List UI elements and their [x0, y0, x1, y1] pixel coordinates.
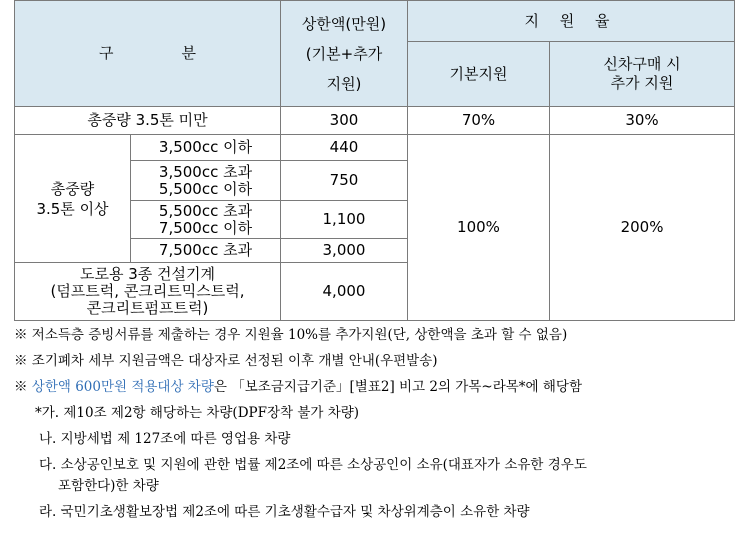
header-cap [281, 1, 408, 107]
note-cap-600-rest: 은 「보조금지급기준」[별표2] 비고 2의 가목~라목*에 해당함 [213, 379, 582, 395]
note-item-ra: 라. 국민기초생활보장법 제2조에 따른 기초생활수급자 및 차상위계층이 소유한 차량 [39, 504, 530, 520]
construction-label [15, 263, 281, 321]
over35-label [15, 135, 131, 263]
cc-line: 5,500cc 초과 [158, 201, 253, 220]
note-low-income: ※ 저소득층 증빙서류를 제출하는 경우 지원율 10%를 추가지원(단, 상한액을 초과 할 수 없음) [14, 327, 568, 343]
construction-label-line: 도로용 3종 건설기계 [79, 265, 215, 283]
over35-basic: 100% [408, 135, 550, 321]
row-under35-extra: 30% [550, 107, 735, 135]
header-category [15, 1, 281, 107]
construction-label-line: (덤프트럭, 콘크리트믹스트럭, [50, 282, 245, 300]
note-item-na: 나. 지방세법 제 127조에 따른 영업용 차량 [39, 431, 291, 447]
row-under35-label: 총중량 3.5톤 미만 [15, 107, 281, 135]
construction-cap: 4,000 [281, 263, 408, 321]
note-mark: ※ [14, 379, 32, 395]
cc-line: 5,500cc 이하 [158, 179, 253, 198]
header-extra-line: 추가 지원 [610, 74, 674, 92]
header-cap-line: 상한액(만원) [301, 14, 387, 33]
cc-line: 7,500cc 이하 [158, 218, 253, 237]
cap-cell: 750 [281, 161, 408, 201]
cap-cell: 440 [281, 135, 408, 161]
over35-extra: 200% [550, 135, 735, 321]
cap-cell: 3,000 [281, 239, 408, 263]
note-item-da: 다. 소상공인보호 및 지원에 관한 법률 제2조에 따른 소상공인이 소유(대표자가 소유한 경우도 [39, 457, 587, 473]
note-item-da-cont: 포함한다)한 차량 [58, 478, 159, 494]
note-cap-600-highlight: 상한액 600만원 적용대상 차량 [31, 379, 214, 395]
construction-label-line: 콘크리트펌프트럭) [86, 299, 209, 317]
cc-line: 3,500cc 이하 [158, 138, 253, 156]
row-under35-basic: 70% [408, 107, 550, 135]
header-rate: 지 원 율 [408, 1, 735, 42]
cc-cell [131, 239, 281, 263]
over35-label-line: 3.5톤 이상 [36, 199, 109, 218]
note-item-ga: *가. 제10조 제2항 해당하는 차량(DPF장착 불가 차량) [35, 405, 360, 421]
note-cap-600 [14, 377, 582, 397]
header-extra [550, 42, 735, 107]
header-cap-line: (기본+추가 [305, 44, 383, 63]
cc-cell [131, 161, 281, 201]
cc-line: 3,500cc 초과 [158, 162, 253, 181]
subsidy-table [14, 0, 735, 321]
header-extra-line: 신차구매 시 [603, 55, 681, 73]
row-under35-cap: 300 [281, 107, 408, 135]
cc-cell [131, 135, 281, 161]
header-cap-line: 지원) [326, 74, 362, 93]
cap-cell: 1,100 [281, 201, 408, 239]
header-basic: 기본지원 [408, 42, 550, 107]
note-early-scrap: ※ 조기폐차 세부 지원금액은 대상자로 선정된 이후 개별 안내(우편발송) [14, 353, 438, 369]
over35-label-line: 총중량 [50, 179, 95, 198]
cc-line: 7,500cc 초과 [158, 241, 253, 259]
header-category-b: 분 [181, 44, 196, 62]
cc-cell [131, 201, 281, 239]
header-category-a: 구 [99, 44, 114, 62]
